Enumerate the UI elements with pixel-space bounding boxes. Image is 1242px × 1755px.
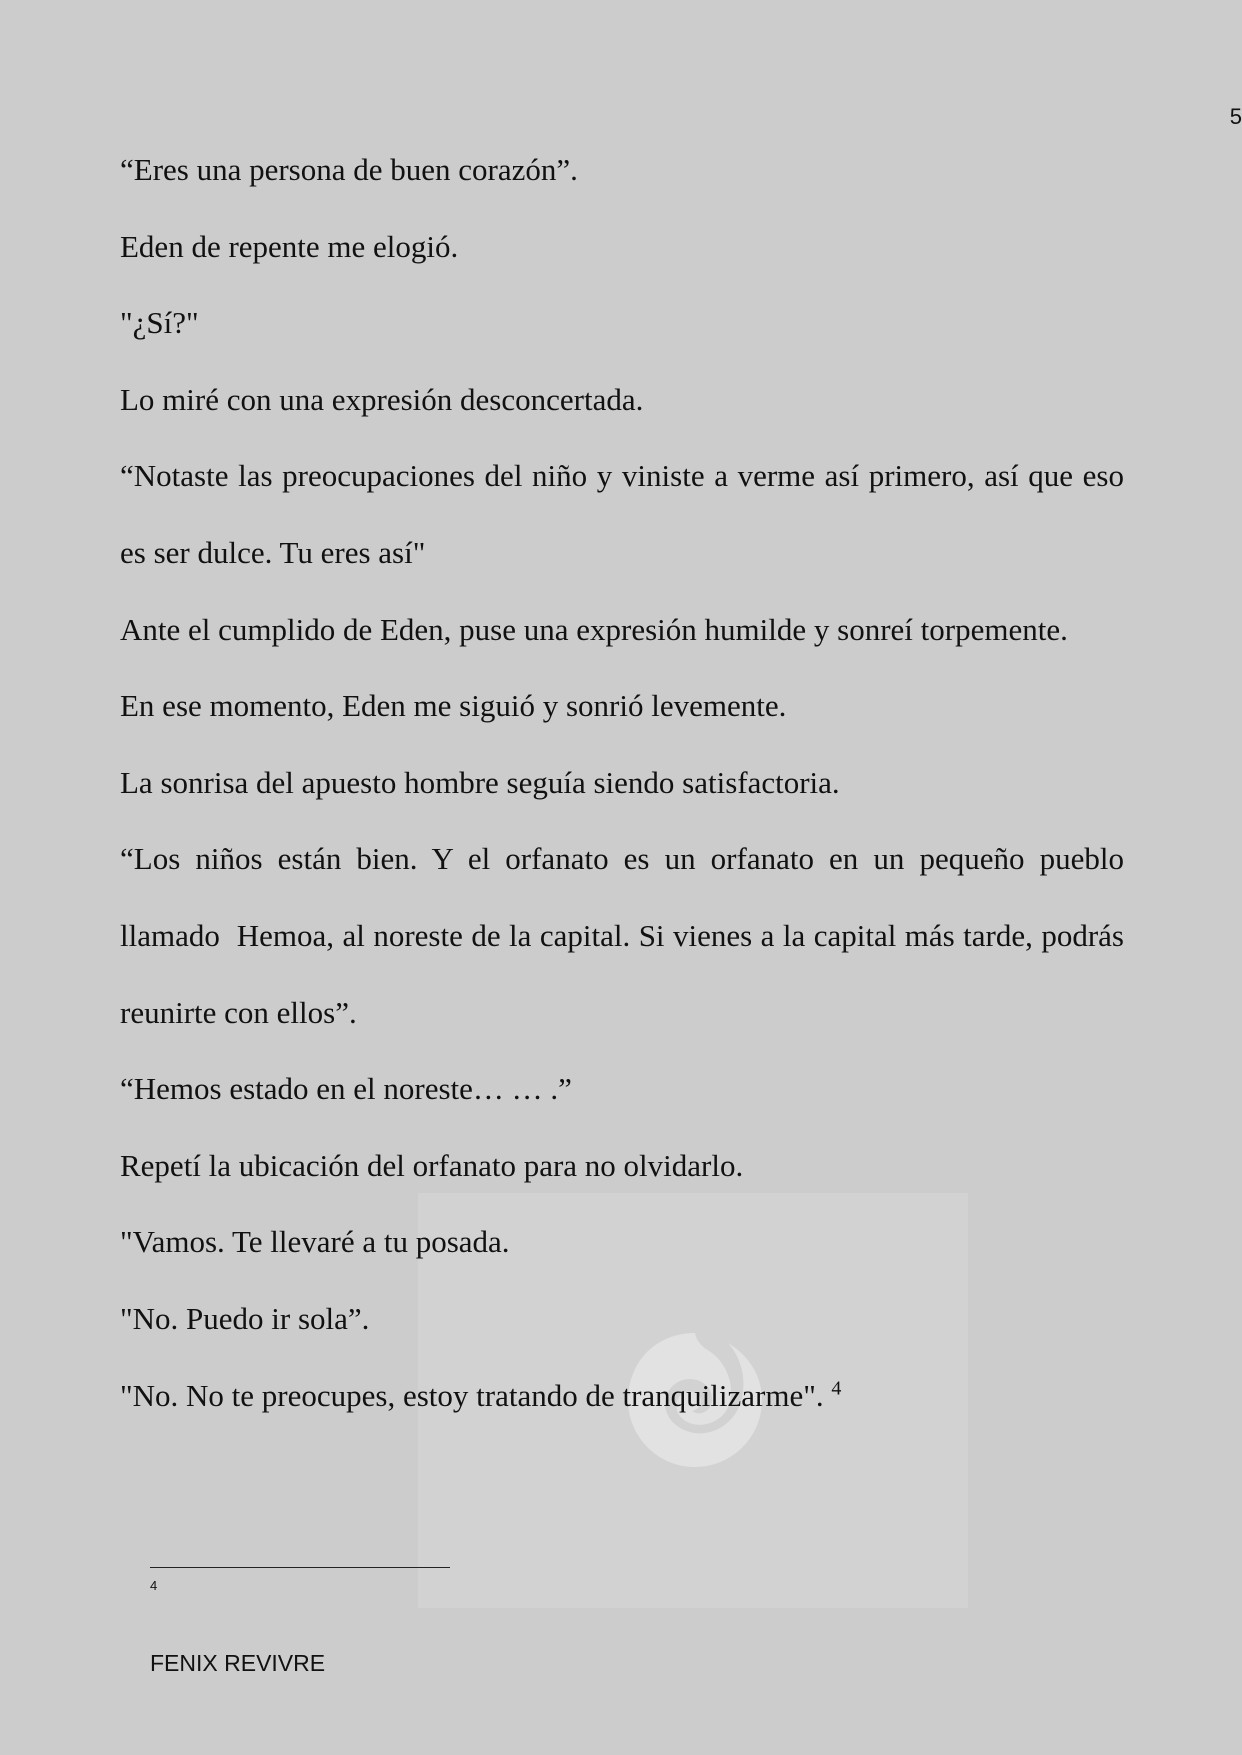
page-number: 5	[1229, 104, 1242, 129]
paragraph: La sonrisa del apuesto hombre seguía siendo satisfactoria.	[120, 764, 840, 800]
last-paragraph	[120, 1358, 1124, 1435]
paragraph: Ante el cumplido de Eden, puse una expresión humilde y sonreí torpemente.	[120, 611, 1068, 647]
paragraph: "No. Puedo ir sola”.	[120, 1300, 370, 1336]
paragraph: "Vamos. Te llevaré a tu posada.	[120, 1224, 510, 1260]
footnote-divider	[150, 1567, 450, 1568]
paragraph: "¿Sí?"	[120, 305, 199, 341]
paragraph: Repetí la ubicación del orfanato para no olvidarlo.	[120, 1147, 744, 1183]
footnote-reference[interactable]: 4	[831, 1377, 842, 1400]
footer-text: FENIX REVIVRE	[150, 1650, 326, 1676]
footnote-mark: 4	[150, 1578, 158, 1593]
paragraph-text: "No. No te preocupes, estoy tratando de tranquilizarme".	[120, 1377, 832, 1413]
paragraph: Eden de repente me elogió.	[120, 228, 459, 264]
paragraph: Lo miré con una expresión desconcertada.	[120, 381, 644, 417]
paragraph: En ese momento, Eden me siguió y sonrió levemente.	[120, 688, 787, 724]
paragraph: “Notaste las preocupaciones del niño y viniste a verme así primero, así que eso es ser dulce. Tu eres así"	[120, 458, 1132, 570]
body-text	[120, 132, 1132, 1434]
paragraph: “Los niños están bien. Y el orfanato es un orfanato en un pequeño pueblo llamado Hemoa, al noreste de la capital. Si vienes a la capital más tarde, podrás reunirte con ellos”.	[120, 841, 1132, 1030]
paragraph: “Eres una persona de buen corazón”.	[120, 152, 578, 187]
paragraph: “Hemos estado en el noreste… … .”	[120, 1071, 572, 1107]
